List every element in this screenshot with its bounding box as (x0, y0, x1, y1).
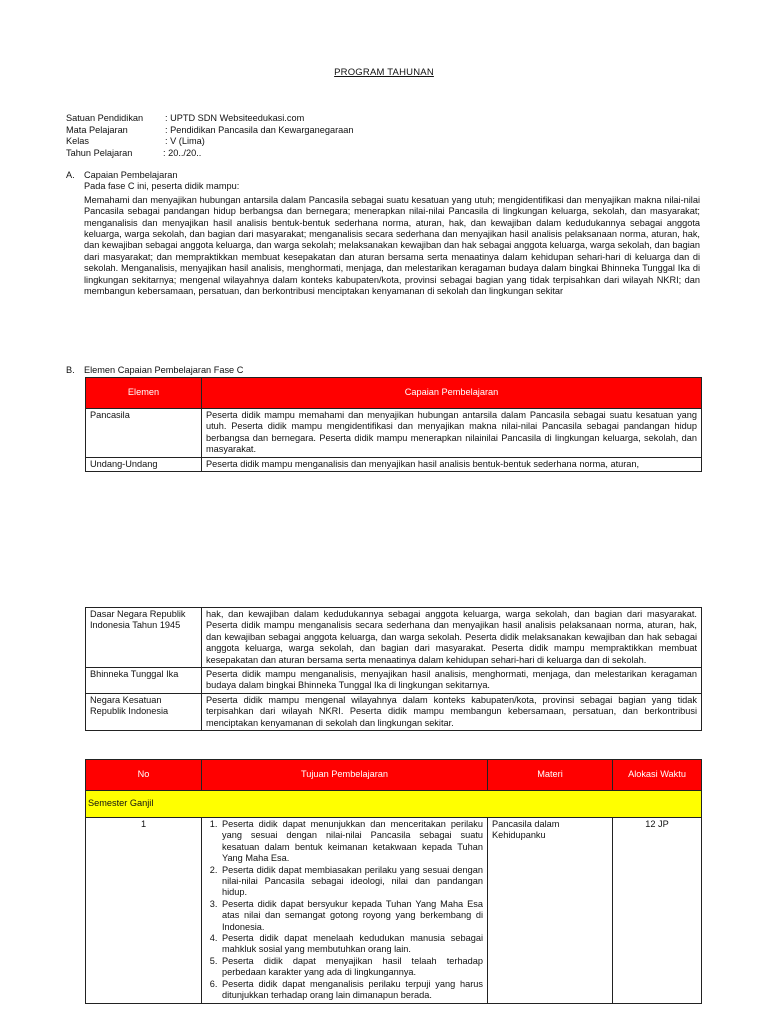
list-item: 4. Peserta didik dapat menelaah kedudukan manusia sebagai mahkluk sosial yang membutuhkan orang lain. (220, 933, 483, 956)
table-header-row (86, 760, 702, 791)
tujuan-cell (202, 818, 488, 1004)
section-capaian (66, 170, 700, 297)
section-number: A. (66, 170, 75, 180)
elemen-cell: Negara Kesatuan Republik Indonesia (86, 693, 202, 730)
elemen-table-continued (85, 607, 702, 731)
capaian-cell: hak, dan kewajiban dalam kedudukannya sebagai anggota keluarga, warga sekolah, dan bagian dari masyarakat. Peserta didik mampu menganalisis secara sederhana dan menyajikan hasil analisis pelaksanaan norma, aturan, hak, dan kewajiban sebagai anggota keluarga, dan warga sekolah. Peserta didik melaksanakan kewajiban dan hak sebagai anggota keluarga, warga sekolah, dan bagian dari masyarakat. Peserta didik mampu mempraktikkan membuat kesepakatan dan aturan bersama serta menaatinya dalam kehidupan sehari-hari di keluarga dan di sekolah. (202, 608, 702, 668)
table-row (86, 668, 702, 694)
table-row (86, 608, 702, 668)
meta-key: Satuan Pendidikan (66, 113, 144, 123)
section-heading (66, 365, 243, 376)
elemen-cell: Dasar Negara Republik Indonesia Tahun 1945 (86, 608, 202, 668)
capaian-cell: Peserta didik mampu menganalisis, menyajikan hasil analisis, menghormati, menjaga, dan melestarikan keragaman budaya dalam bingkai Bhinneka Tunggal Ika di lingkungan sekitarnya. (202, 668, 702, 694)
table-row (86, 693, 702, 730)
capaian-cell: Peserta didik mampu mengenal wilayahnya dalam konteks kabupaten/kota, provinsi sebagai bagian yang tidak terpisahkan dari wilayah NKRI. Peserta didik mampu membangun kebersamaan, persatuan, dan berkontribusi menciptakan kenyamanan di sekolah dan lingkungan sekitar. (202, 693, 702, 730)
materi-cell: Pancasila dalam Kehidupanku (488, 818, 613, 1004)
table-row (86, 457, 702, 471)
semester-label: Semester Ganjil (86, 791, 702, 818)
elemen-table (85, 377, 702, 472)
section-title: Capaian Pembelajaran (84, 170, 178, 180)
meta-value: : UPTD SDN Websiteedukasi.com (165, 113, 305, 123)
meta-value: : 20../20.. (163, 147, 202, 158)
elemen-cell: Undang-Undang (86, 457, 202, 471)
column-header: Tujuan Pembelajaran (202, 760, 488, 791)
elemen-cell: Pancasila (86, 409, 202, 458)
program-table (85, 759, 702, 1004)
capaian-cell: Peserta didik mampu menganalisis dan menyajikan hasil analisis bentuk-bentuk sederhana norma, aturan, (202, 457, 702, 471)
meta-key: Mata Pelajaran (66, 124, 128, 135)
meta-row (66, 113, 353, 125)
section-title: Elemen Capaian Pembelajaran Fase C (84, 365, 244, 375)
section-number: B. (66, 365, 75, 375)
list-item: 1. Peserta didik dapat menunjukkan dan menceritakan perilaku yang sesuai dengan nilai-nilai Pancasila sebagai suatu kesatuan dalam bentuk keimanan ketakwaan kepada Tuhan Yang Maha Esa. (220, 819, 483, 865)
list-item: 2. Peserta didik dapat membiasakan perilaku yang sesuai dengan nilai-nilai Pancasila sebagai ideologi, nilai dan pandangan hidup. (220, 865, 483, 899)
elemen-cell: Bhinneka Tunggal Ika (86, 668, 202, 694)
meta-key: Tahun Pelajaran (66, 147, 133, 158)
tujuan-list (206, 819, 483, 1002)
column-header: No (86, 760, 202, 791)
no-cell: 1 (86, 818, 202, 1004)
section-body (66, 181, 700, 297)
table-header-row (86, 378, 702, 409)
column-header: Materi (488, 760, 613, 791)
semester-row (86, 791, 702, 818)
section-elemen-heading (66, 365, 243, 376)
meta-row (66, 136, 353, 148)
table-row (86, 409, 702, 458)
capaian-paragraph: Memahami dan menyajikan hubungan antarsila dalam Pancasila sebagai suatu kesatuan yang utuh; mengidentifikasi dan menyajikan makna nilai-nilai Pancasila sebagai pandangan hidup berbangsa dan bernegara; menerapkan nilai-nilai Pancasila di lingkungan keluarga, sekolah, dan masyarakat; menganalisis dan menyajikan hasil analisis bentuk-bentuk sederhana norma, aturan, hak, dan kewajiban dalam kedudukannya sebagai anggota keluarga, warga sekolah, dan bagian dari masyarakat; menganalisis secara sederhana dan menyajikan hasil analisis pelaksanaan norma, aturan, hak, dan kewajiban sebagai anggota keluarga, dan warga sekolah; melaksanakan kewajiban dan hak sebagai anggota keluarga, warga sekolah, dan bagian dari masyarakat; dan mempraktikkan membuat kesepakatan dan aturan bersama serta menaatinya dalam kehidupan sehari-hari di keluarga dan di sekolah. Menganalisis, menyajikan hasil analisis, menghormati, menjaga, dan melestarikan keragaman budaya dalam bingkai Bhinneka Tunggal Ika di lingkungan sekitarnya; mengenal wilayahnya dalam konteks kabupaten/kota, provinsi sebagai bagian yang tidak terpisahkan dari wilayah NKRI; dan membangun kebersamaan, persatuan, dan berkontribusi menciptakan kenyamanan di sekolah dan lingkungan sekitar (84, 194, 700, 297)
meta-key: Kelas (66, 136, 89, 146)
alokasi-cell: 12 JP (613, 818, 702, 1004)
page-title: PROGRAM TAHUNAN (334, 67, 434, 78)
column-header: Alokasi Waktu (613, 760, 702, 791)
list-item: 5. Peserta didik dapat menyajikan hasil telaah terhadap perbedaan karakter yang ada di lingkungannya. (220, 956, 483, 979)
meta-row (66, 148, 353, 160)
list-item: 3. Peserta didik dapat bersyukur kepada Tuhan Yang Maha Esa atas nilai dan semangat gotong royong yang berkembang di Indonesia. (220, 899, 483, 933)
meta-value: : Pendidikan Pancasila dan Kewarganegaraan (165, 124, 354, 135)
list-item: 6. Peserta didik dapat menganalisis perilaku terpuji yang harus ditunjukkan terhadap orang lain dimanapun berada. (220, 979, 483, 1002)
column-header: Capaian Pembelajaran (202, 378, 702, 409)
table-row (86, 818, 702, 1004)
section-intro: Pada fase C ini, peserta didik mampu: (84, 181, 240, 192)
meta-row (66, 125, 353, 137)
section-heading (66, 170, 700, 181)
identity-block (66, 113, 353, 159)
meta-value: : V (Lima) (165, 136, 205, 146)
capaian-cell: Peserta didik mampu memahami dan menyajikan hubungan antarsila dalam Pancasila sebagai suatu kesatuan yang utuh. Peserta didik mampu mengidentifikasi dan menyajikan makna nilai-nilai Pancasila sebagai pandangan hidup berbangsa dan bernegara. Peserta didik mampu menerapkan nilainilai Pancasila di lingkungan keluarga, sekolah, dan masyarakat. (202, 409, 702, 458)
column-header: Elemen (86, 378, 202, 409)
